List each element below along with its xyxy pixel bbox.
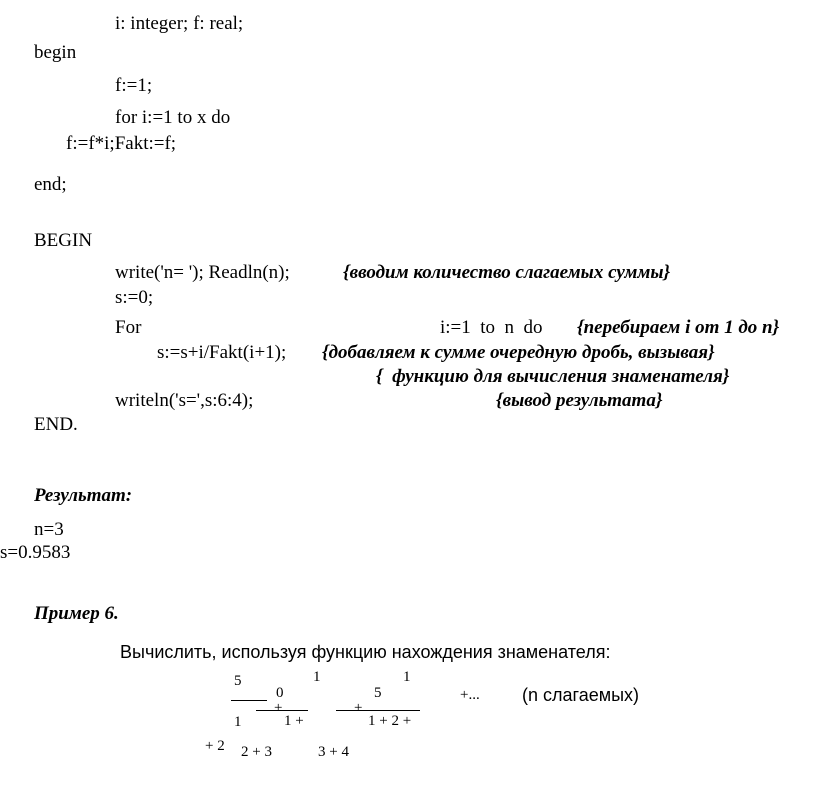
formula-den-1p2p: 1 + 2 + xyxy=(368,713,412,729)
formula-num-0: 0 xyxy=(276,685,284,701)
code-decl: i: integer; f: real; xyxy=(115,13,244,34)
code-for-kw: For xyxy=(115,317,142,338)
code-main-begin: BEGIN xyxy=(34,230,93,251)
comment-out: {вывод результата} xyxy=(496,390,663,411)
comment-add-2: { функцию для вычисления знаменателя} xyxy=(376,366,730,387)
code-write-read: write('n= '); Readln(n); xyxy=(115,262,290,283)
code-s-init: s:=0; xyxy=(115,287,154,308)
example-heading: Пример 6. xyxy=(34,603,119,624)
formula-fraction-bar-3 xyxy=(336,710,420,711)
formula-den-3p4: 3 + 4 xyxy=(318,744,349,760)
comment-add-1: {добавляем к сумме очередную дробь, вызывая} xyxy=(322,342,715,363)
result-s: s=0.9583 xyxy=(0,542,71,563)
formula-num-5a: 5 xyxy=(234,673,242,689)
formula-num-1a: 1 xyxy=(313,669,321,685)
formula-plus-a: + xyxy=(274,700,283,716)
formula-fraction-bar-1 xyxy=(231,700,267,701)
formula-plus-b: + xyxy=(354,700,363,716)
formula-num-1b: 1 xyxy=(403,669,411,685)
code-for-range: i:=1 to n do xyxy=(440,317,543,338)
comment-input: {вводим количество слагаемых суммы} xyxy=(343,262,671,283)
code-begin: begin xyxy=(34,42,77,63)
code-main-end: END. xyxy=(34,414,78,435)
formula-den-1: 1 xyxy=(234,714,242,730)
formula-den-1plus: 1 + xyxy=(284,713,304,729)
code-end: end; xyxy=(34,174,67,195)
example-task: Вычислить, используя функцию нахождения знаменателя: xyxy=(120,642,611,662)
formula-note: (n слагаемых) xyxy=(522,685,640,705)
code-for-head: for i:=1 to x do xyxy=(115,107,231,128)
code-for-body: f:=f*i;Fakt:=f; xyxy=(66,133,177,154)
formula-ellipsis: +... xyxy=(460,687,480,703)
code-writeln: writeln('s=',s:6:4); xyxy=(115,390,254,411)
formula-den-plus2: + 2 xyxy=(205,738,225,754)
code-sum-stmt: s:=s+i/Fakt(i+1); xyxy=(157,342,287,363)
comment-loop: {перебираем i от 1 до n} xyxy=(577,317,780,338)
formula-num-5b: 5 xyxy=(374,685,382,701)
code-f-init: f:=1; xyxy=(115,75,153,96)
result-n: n=3 xyxy=(34,519,64,540)
result-heading: Результат: xyxy=(34,485,133,506)
formula-den-2p3: 2 + 3 xyxy=(241,744,272,760)
